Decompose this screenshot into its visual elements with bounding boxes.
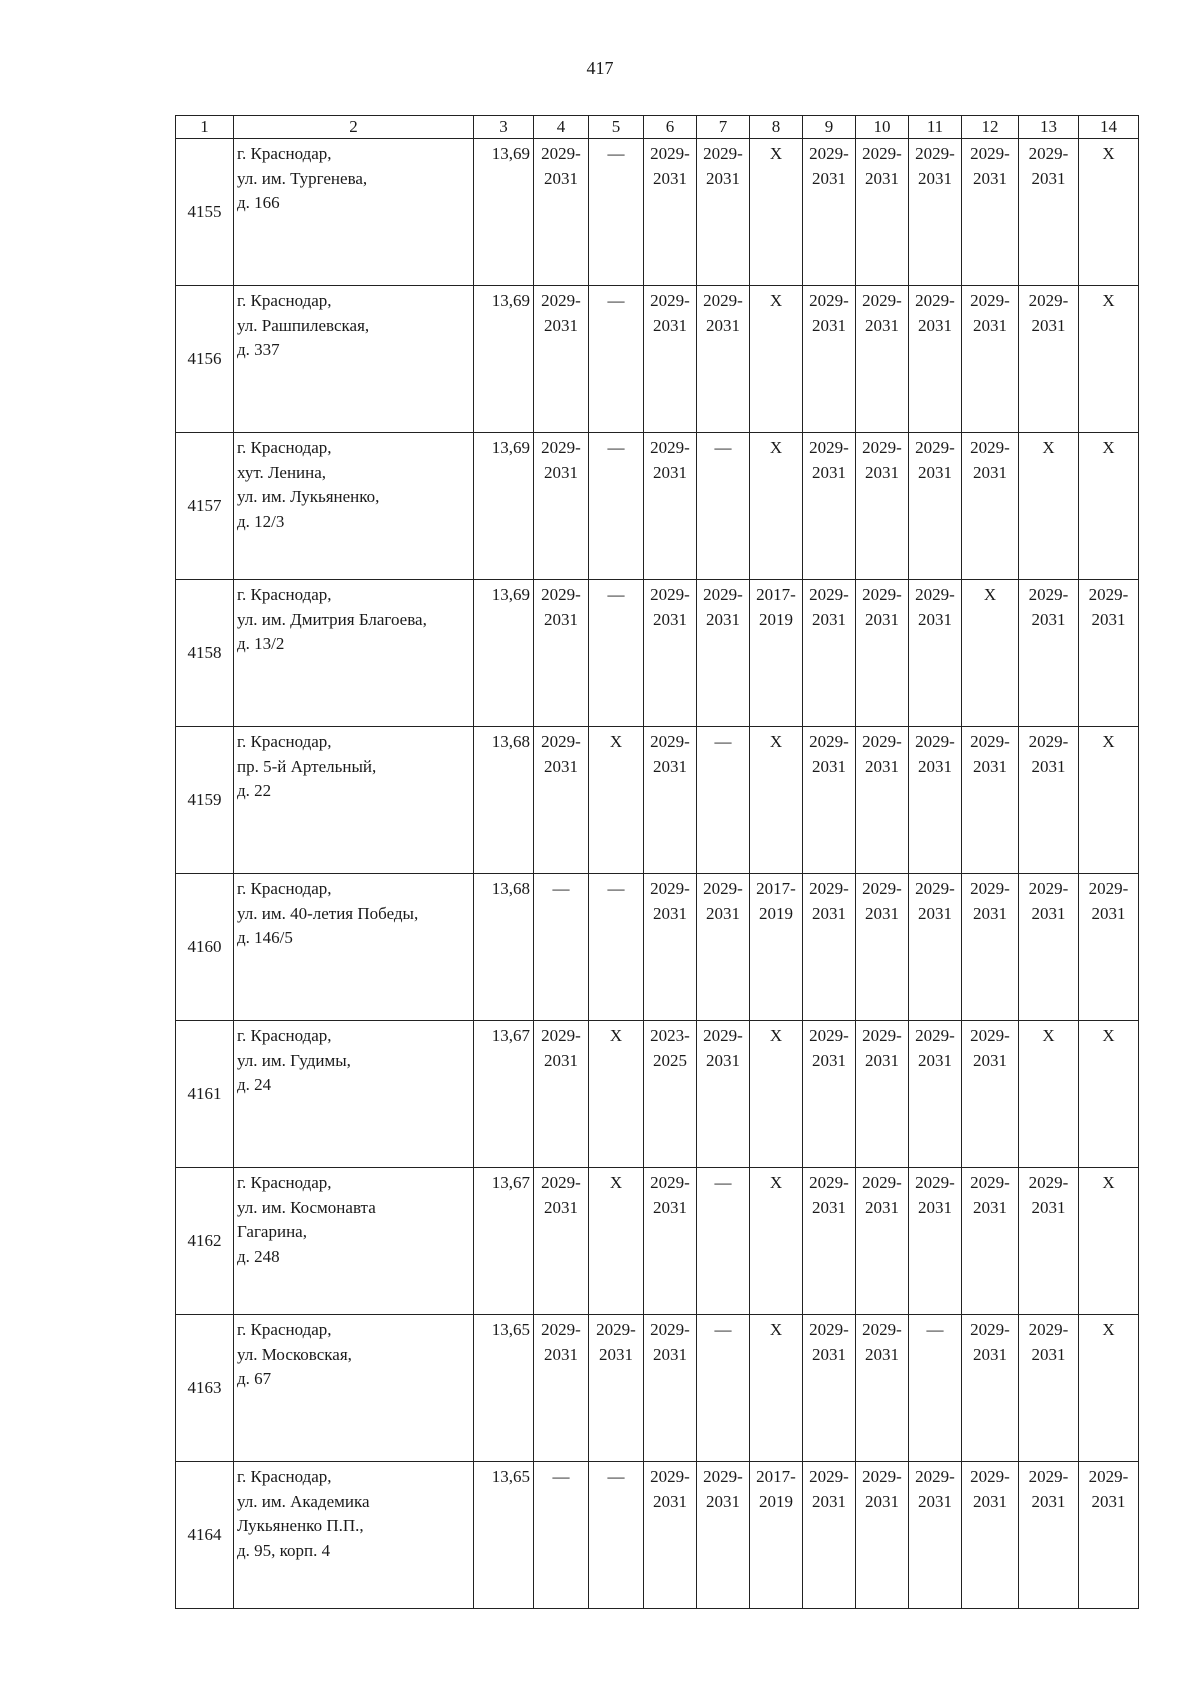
table-row xyxy=(176,1021,1139,1168)
table-row xyxy=(176,580,1139,727)
address-cell: г. Краснодар, ул. Московская, д. 67 xyxy=(234,1315,474,1462)
page-number: 417 xyxy=(586,58,614,78)
row-number: 4159 xyxy=(176,727,234,874)
period-cell: 2029- 2031 xyxy=(803,1462,856,1609)
address-cell: г. Краснодар, ул. Рашпилевская, д. 337 xyxy=(234,286,474,433)
period-cell: 2029- 2031 xyxy=(534,139,589,286)
column-header: 1 xyxy=(176,116,234,139)
column-header: 9 xyxy=(803,116,856,139)
area-cell: 13,67 xyxy=(474,1168,534,1315)
area-cell: 13,67 xyxy=(474,1021,534,1168)
period-cell: Х xyxy=(589,727,644,874)
row-number: 4162 xyxy=(176,1168,234,1315)
period-cell: 2029- 2031 xyxy=(962,1021,1019,1168)
period-cell: 2029- 2031 xyxy=(856,286,909,433)
column-header: 5 xyxy=(589,116,644,139)
period-cell: Х xyxy=(750,1021,803,1168)
period-cell: 2029- 2031 xyxy=(697,1462,750,1609)
period-cell: 2029- 2031 xyxy=(803,580,856,727)
period-cell: 2029- 2031 xyxy=(909,727,962,874)
area-cell: 13,69 xyxy=(474,580,534,727)
period-cell: 2029- 2031 xyxy=(589,1315,644,1462)
period-cell: 2029- 2031 xyxy=(534,727,589,874)
period-cell: 2029- 2031 xyxy=(1079,1462,1139,1609)
row-number: 4163 xyxy=(176,1315,234,1462)
period-cell: 2029- 2031 xyxy=(803,433,856,580)
period-cell: 2029- 2031 xyxy=(644,874,697,1021)
row-number: 4157 xyxy=(176,433,234,580)
period-cell: — xyxy=(589,874,644,1021)
period-cell: 2029- 2031 xyxy=(962,286,1019,433)
period-cell: — xyxy=(697,433,750,580)
period-cell: Х xyxy=(1079,433,1139,580)
period-cell: 2029- 2031 xyxy=(856,727,909,874)
header-row xyxy=(176,116,1139,139)
period-cell: 2029- 2031 xyxy=(534,1168,589,1315)
period-cell: 2029- 2031 xyxy=(856,1315,909,1462)
period-cell: Х xyxy=(589,1168,644,1315)
period-cell: Х xyxy=(1019,1021,1079,1168)
period-cell: 2029- 2031 xyxy=(697,874,750,1021)
column-header: 14 xyxy=(1079,116,1139,139)
period-cell: 2029- 2031 xyxy=(909,433,962,580)
period-cell: 2029- 2031 xyxy=(909,139,962,286)
period-cell: 2029- 2031 xyxy=(1019,286,1079,433)
period-cell: 2029- 2031 xyxy=(909,1462,962,1609)
period-cell: Х xyxy=(1019,433,1079,580)
period-cell: 2029- 2031 xyxy=(1019,727,1079,874)
period-cell: 2029- 2031 xyxy=(909,1168,962,1315)
table-body xyxy=(176,139,1139,1609)
period-cell: 2029- 2031 xyxy=(856,433,909,580)
address-cell: г. Краснодар, ул. им. 40-летия Победы, д. 146/5 xyxy=(234,874,474,1021)
period-cell: 2029- 2031 xyxy=(644,433,697,580)
address-cell: г. Краснодар, ул. им. Академика Лукьяненко П.П., д. 95, корп. 4 xyxy=(234,1462,474,1609)
period-cell: 2029- 2031 xyxy=(962,727,1019,874)
row-number: 4158 xyxy=(176,580,234,727)
period-cell: 2029- 2031 xyxy=(803,1168,856,1315)
column-header: 11 xyxy=(909,116,962,139)
row-number: 4161 xyxy=(176,1021,234,1168)
table-row xyxy=(176,286,1139,433)
period-cell: 2029- 2031 xyxy=(962,433,1019,580)
period-cell: 2029- 2031 xyxy=(909,874,962,1021)
period-cell: 2029- 2031 xyxy=(962,874,1019,1021)
period-cell: — xyxy=(589,139,644,286)
table-row xyxy=(176,727,1139,874)
period-cell: 2029- 2031 xyxy=(803,286,856,433)
period-cell: 2029- 2031 xyxy=(697,286,750,433)
period-cell: 2029- 2031 xyxy=(534,286,589,433)
period-cell: — xyxy=(697,1168,750,1315)
period-cell: 2029- 2031 xyxy=(909,286,962,433)
period-cell: 2029- 2031 xyxy=(856,1168,909,1315)
column-header: 2 xyxy=(234,116,474,139)
row-number: 4160 xyxy=(176,874,234,1021)
period-cell: 2017- 2019 xyxy=(750,580,803,727)
area-cell: 13,69 xyxy=(474,139,534,286)
period-cell: — xyxy=(534,874,589,1021)
period-cell: 2029- 2031 xyxy=(534,1315,589,1462)
area-cell: 13,65 xyxy=(474,1315,534,1462)
address-cell: г. Краснодар, ул. им. Тургенева, д. 166 xyxy=(234,139,474,286)
period-cell: — xyxy=(909,1315,962,1462)
period-cell: Х xyxy=(750,286,803,433)
period-cell: 2029- 2031 xyxy=(962,1315,1019,1462)
row-number: 4156 xyxy=(176,286,234,433)
period-cell: 2029- 2031 xyxy=(909,580,962,727)
address-cell: г. Краснодар, ул. им. Космонавта Гагарина, д. 248 xyxy=(234,1168,474,1315)
table-row xyxy=(176,1315,1139,1462)
area-cell: 13,69 xyxy=(474,286,534,433)
period-cell: 2029- 2031 xyxy=(644,1168,697,1315)
area-cell: 13,68 xyxy=(474,727,534,874)
period-cell: 2017- 2019 xyxy=(750,874,803,1021)
table-row xyxy=(176,874,1139,1021)
period-cell: 2029- 2031 xyxy=(1019,874,1079,1021)
period-cell: Х xyxy=(1079,139,1139,286)
table-row xyxy=(176,1462,1139,1609)
period-cell: 2017- 2019 xyxy=(750,1462,803,1609)
period-cell: 2029- 2031 xyxy=(534,1021,589,1168)
period-cell: Х xyxy=(1079,727,1139,874)
register-table xyxy=(175,115,1139,1609)
period-cell: 2029- 2031 xyxy=(803,874,856,1021)
period-cell: 2029- 2031 xyxy=(1019,1168,1079,1315)
period-cell: 2029- 2031 xyxy=(856,580,909,727)
period-cell: 2029- 2031 xyxy=(803,727,856,874)
period-cell: 2029- 2031 xyxy=(1079,874,1139,1021)
period-cell: 2029- 2031 xyxy=(856,139,909,286)
period-cell: 2029- 2031 xyxy=(697,139,750,286)
row-number: 4164 xyxy=(176,1462,234,1609)
period-cell: 2029- 2031 xyxy=(1019,1462,1079,1609)
period-cell: 2023- 2025 xyxy=(644,1021,697,1168)
period-cell: — xyxy=(589,1462,644,1609)
area-cell: 13,68 xyxy=(474,874,534,1021)
period-cell: 2029- 2031 xyxy=(803,1021,856,1168)
address-cell: г. Краснодар, ул. им. Гудимы, д. 24 xyxy=(234,1021,474,1168)
period-cell: Х xyxy=(1079,1021,1139,1168)
column-header: 13 xyxy=(1019,116,1079,139)
column-header: 10 xyxy=(856,116,909,139)
period-cell: 2029- 2031 xyxy=(534,433,589,580)
period-cell: — xyxy=(697,1315,750,1462)
address-cell: г. Краснодар, пр. 5-й Артельный, д. 22 xyxy=(234,727,474,874)
period-cell: — xyxy=(697,727,750,874)
period-cell: 2029- 2031 xyxy=(534,580,589,727)
period-cell: Х xyxy=(750,727,803,874)
period-cell: — xyxy=(589,433,644,580)
period-cell: 2029- 2031 xyxy=(1079,580,1139,727)
column-header: 4 xyxy=(534,116,589,139)
period-cell: Х xyxy=(750,139,803,286)
address-cell: г. Краснодар, ул. им. Дмитрия Благоева, д. 13/2 xyxy=(234,580,474,727)
period-cell: 2029- 2031 xyxy=(803,1315,856,1462)
period-cell: 2029- 2031 xyxy=(856,1462,909,1609)
row-number: 4155 xyxy=(176,139,234,286)
column-header: 6 xyxy=(644,116,697,139)
table-row xyxy=(176,1168,1139,1315)
column-header: 8 xyxy=(750,116,803,139)
period-cell: Х xyxy=(1079,286,1139,433)
period-cell: 2029- 2031 xyxy=(803,139,856,286)
column-header: 7 xyxy=(697,116,750,139)
area-cell: 13,69 xyxy=(474,433,534,580)
period-cell: 2029- 2031 xyxy=(856,874,909,1021)
period-cell: 2029- 2031 xyxy=(644,580,697,727)
column-header: 12 xyxy=(962,116,1019,139)
period-cell: 2029- 2031 xyxy=(962,1168,1019,1315)
period-cell: Х xyxy=(750,1168,803,1315)
period-cell: 2029- 2031 xyxy=(644,286,697,433)
period-cell: 2029- 2031 xyxy=(697,580,750,727)
period-cell: Х xyxy=(1079,1315,1139,1462)
period-cell: Х xyxy=(589,1021,644,1168)
address-cell: г. Краснодар, хут. Ленина, ул. им. Лукьяненко, д. 12/3 xyxy=(234,433,474,580)
period-cell: — xyxy=(589,580,644,727)
area-cell: 13,65 xyxy=(474,1462,534,1609)
period-cell: 2029- 2031 xyxy=(644,139,697,286)
period-cell: 2029- 2031 xyxy=(962,1462,1019,1609)
table-row xyxy=(176,139,1139,286)
period-cell: Х xyxy=(1079,1168,1139,1315)
period-cell: — xyxy=(534,1462,589,1609)
period-cell: Х xyxy=(750,1315,803,1462)
period-cell: 2029- 2031 xyxy=(909,1021,962,1168)
period-cell: 2029- 2031 xyxy=(962,139,1019,286)
period-cell: Х xyxy=(750,433,803,580)
period-cell: 2029- 2031 xyxy=(856,1021,909,1168)
period-cell: 2029- 2031 xyxy=(697,1021,750,1168)
period-cell: 2029- 2031 xyxy=(644,1315,697,1462)
period-cell: Х xyxy=(962,580,1019,727)
period-cell: 2029- 2031 xyxy=(1019,580,1079,727)
column-header: 3 xyxy=(474,116,534,139)
table-row xyxy=(176,433,1139,580)
period-cell: 2029- 2031 xyxy=(1019,1315,1079,1462)
period-cell: 2029- 2031 xyxy=(644,727,697,874)
period-cell: — xyxy=(589,286,644,433)
period-cell: 2029- 2031 xyxy=(644,1462,697,1609)
period-cell: 2029- 2031 xyxy=(1019,139,1079,286)
